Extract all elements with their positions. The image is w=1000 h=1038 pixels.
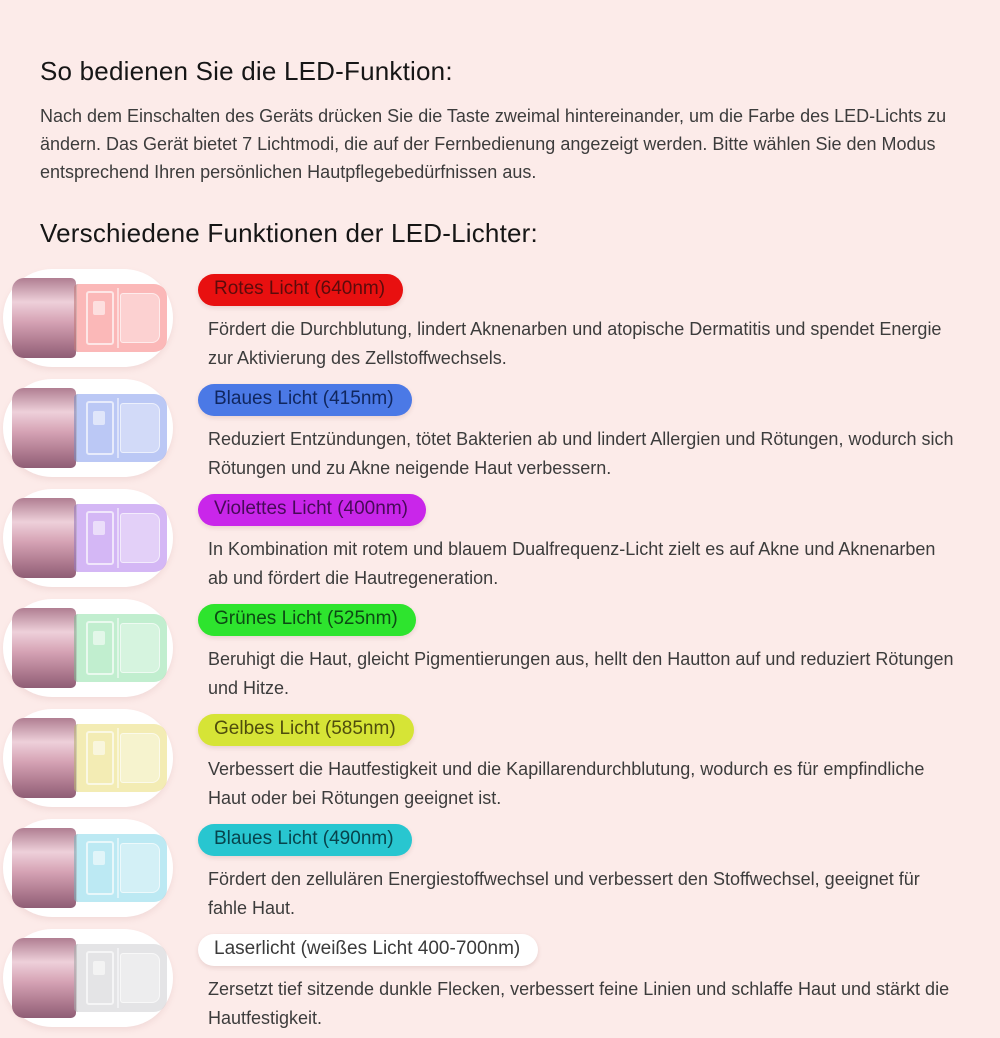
row-content bbox=[198, 709, 956, 813]
functions-title: Verschiedene Funktionen der LED-Lichter: bbox=[40, 218, 538, 248]
light-label-badge: Blaues Licht (490nm) bbox=[198, 824, 412, 856]
led-function-row-blue-490 bbox=[3, 819, 1000, 917]
device-light-tip bbox=[74, 944, 167, 1012]
device-illustration bbox=[3, 599, 173, 697]
led-function-row-green bbox=[3, 599, 1000, 697]
device-light-tip bbox=[74, 834, 167, 902]
page-title: So bedienen Sie die LED-Funktion: bbox=[40, 56, 453, 86]
light-description: Fördert die Durchblutung, lindert Aknenarben und atopische Dermatitis und spendet Energie zur Aktivierung des Zellstoffwechsels. bbox=[208, 319, 942, 368]
row-content bbox=[198, 929, 956, 1033]
device-cap bbox=[12, 828, 76, 908]
device-cap bbox=[12, 388, 76, 468]
device-cap bbox=[12, 938, 76, 1018]
intro-paragraph: Nach dem Einschalten des Geräts drücken Sie die Taste zweimal hintereinander, um die Farbe des LED-Lichts zu ändern. Das Gerät bietet 7 Lichtmodi, die auf der Fernbedienung angezeigt werden. Bitte wählen Sie den Modus entsprechend Ihren persönlichen Hautpflegebedürfnissen aus. bbox=[40, 106, 947, 182]
device-illustration bbox=[3, 929, 173, 1027]
led-function-row-yellow bbox=[3, 709, 1000, 807]
light-label-badge: Laserlicht (weißes Licht 400-700nm) bbox=[198, 934, 538, 966]
row-content bbox=[198, 379, 956, 483]
device-cap bbox=[12, 498, 76, 578]
device-light-tip bbox=[74, 394, 167, 462]
row-content bbox=[198, 489, 956, 593]
device-illustration bbox=[3, 269, 173, 367]
light-description: Beruhigt die Haut, gleicht Pigmentierungen aus, hellt den Hautton auf und reduziert Rötungen und Hitze. bbox=[208, 649, 954, 698]
device-cap bbox=[12, 278, 76, 358]
device-illustration bbox=[3, 819, 173, 917]
device-light-tip bbox=[74, 614, 167, 682]
light-label-badge: Blaues Licht (415nm) bbox=[198, 384, 412, 416]
light-description: Fördert den zellulären Energiestoffwechsel und verbessert den Stoffwechsel, geeignet für fahle Haut. bbox=[208, 869, 920, 918]
row-content bbox=[198, 819, 956, 923]
device-cap bbox=[12, 608, 76, 688]
led-function-row-laser bbox=[3, 929, 1000, 1027]
device-light-tip bbox=[74, 284, 167, 352]
led-function-row-blue-415 bbox=[3, 379, 1000, 477]
device-illustration bbox=[3, 709, 173, 807]
device-illustration bbox=[3, 489, 173, 587]
row-content bbox=[198, 269, 956, 373]
light-label-badge: Rotes Licht (640nm) bbox=[198, 274, 403, 306]
led-function-row-violet bbox=[3, 489, 1000, 587]
device-cap bbox=[12, 718, 76, 798]
device-light-tip bbox=[74, 724, 167, 792]
row-content bbox=[198, 599, 956, 703]
light-label-badge: Violettes Licht (400nm) bbox=[198, 494, 426, 526]
light-label-badge: Grünes Licht (525nm) bbox=[198, 604, 416, 636]
light-description: In Kombination mit rotem und blauem Dualfrequenz-Licht zielt es auf Akne und Aknenarben ab und fördert die Hautregeneration. bbox=[208, 539, 936, 588]
light-label-badge: Gelbes Licht (585nm) bbox=[198, 714, 414, 746]
light-description: Reduziert Entzündungen, tötet Bakterien ab und lindert Allergien und Rötungen, wodurch sich Rötungen und zu Akne neigende Haut verbessern. bbox=[208, 429, 954, 478]
led-function-row-red bbox=[3, 269, 1000, 367]
light-description: Zersetzt tief sitzende dunkle Flecken, verbessert feine Linien und schlaffe Haut und stärkt die Hautfestigkeit. bbox=[208, 979, 950, 1028]
device-illustration bbox=[3, 379, 173, 477]
device-light-tip bbox=[74, 504, 167, 572]
led-function-list bbox=[0, 269, 1000, 1027]
light-description: Verbessert die Hautfestigkeit und die Kapillarendurchblutung, wodurch es für empfindliche Haut oder bei Rötungen geeignet ist. bbox=[208, 759, 925, 808]
